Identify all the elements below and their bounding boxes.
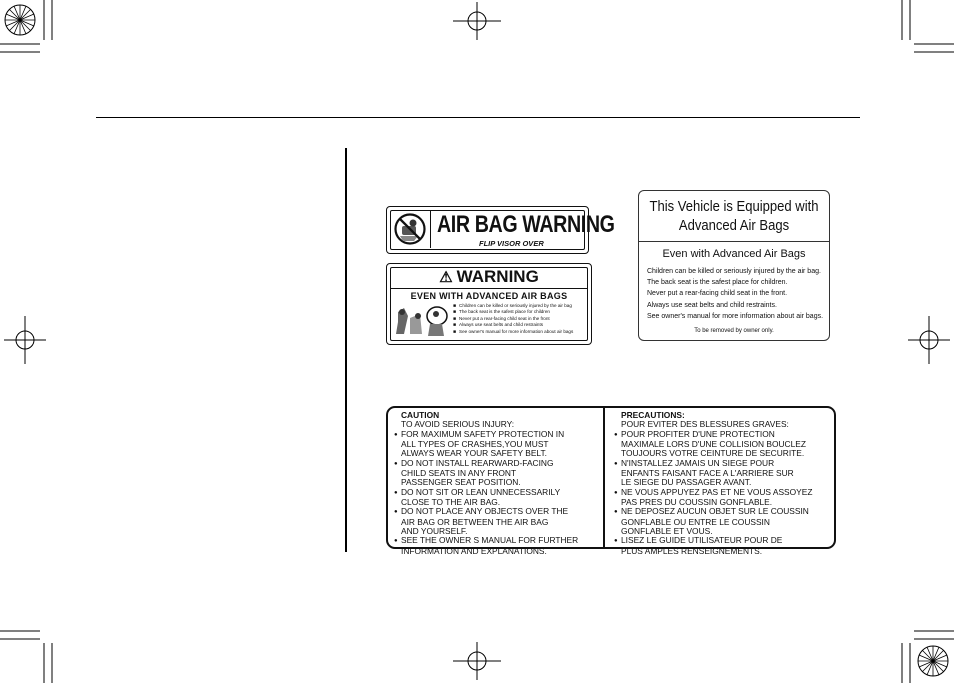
warning-subheading: EVEN WITH ADVANCED AIR BAGS — [410, 291, 568, 301]
caution-english-column — [394, 411, 599, 556]
caution-bullet: ● SEE THE OWNER S MANUAL FOR FURTHER — [394, 536, 599, 546]
warning-item: ■ The back seat is the safest place for children — [453, 309, 573, 315]
advanced-label-title — [649, 198, 820, 236]
warning-heading — [387, 267, 591, 287]
precautions-bullet-cont: MAXIMALE LORS D'UNE COLLISION BOUCLEZ — [621, 439, 806, 450]
warning-triangle-icon: ⚠ — [439, 269, 453, 286]
warning-item: ■ Never put a rear-facing child seat in the front — [453, 316, 573, 322]
precautions-bullet-cont: TOUJOURS VOTRE CEINTURE DE SECURITE. — [621, 448, 805, 459]
no-rear-facing-child-seat-icon — [390, 210, 431, 248]
advanced-item: Never put a rear-facing child seat in the front. — [647, 290, 788, 298]
advanced-item: Always use seat belts and child restraints. — [647, 301, 777, 309]
precautions-bullet: ● NE VOUS APPUYEZ PAS ET NE VOUS ASSOYEZ — [614, 488, 829, 498]
caution-bullet-cont: ALL TYPES OF CRASHES,YOU MUST — [401, 439, 549, 450]
caution-subheading: TO AVOID SERIOUS INJURY: — [401, 419, 515, 430]
advanced-item: Children can be killed or seriously injured by the air bag. — [647, 268, 821, 275]
precautions-bullet: ● POUR PROFITER D'UNE PROTECTION — [614, 430, 829, 440]
airbag-warning-visor-label — [386, 206, 615, 254]
warning-heading-text: WARNING — [456, 267, 539, 286]
visor-label-title: AIR BAG WARNING — [437, 211, 615, 238]
caution-bullet-cont: ALWAYS WEAR YOUR SAFETY BELT. — [401, 448, 547, 459]
column-divider — [345, 148, 347, 552]
caution-french-column — [614, 411, 829, 556]
advanced-item: The back seat is the safest place for children. — [647, 279, 788, 287]
caution-heading: CAUTION — [401, 410, 440, 420]
advanced-title-line2: Advanced Air Bags — [678, 218, 790, 234]
precautions-bullet: ● N'INSTALLEZ JAMAIS UN SIEGE POUR — [614, 459, 829, 469]
language-divider — [603, 408, 605, 547]
advanced-label-subtitle: Even with Advanced Air Bags — [662, 248, 806, 260]
caution-bullet: ● DO NOT INSTALL REARWARD-FACING — [394, 459, 599, 469]
advanced-items — [647, 266, 823, 322]
caution-bullet-cont: AND YOURSELF. — [401, 526, 468, 537]
advanced-label-footer: To be removed by owner only. — [694, 328, 774, 334]
caution-bullet: ● FOR MAXIMUM SAFETY PROTECTION IN — [394, 430, 599, 440]
visor-label-subtitle: FLIP VISOR OVER — [479, 239, 544, 248]
warning-item: ■ Children can be killed or seriously injured by the air bag — [453, 303, 573, 309]
advanced-title-line1: This Vehicle is Equipped with — [649, 199, 819, 215]
caution-bullet: ● DO NOT SIT OR LEAN UNNECESSARILY — [394, 488, 599, 498]
precautions-bullet-cont: GONFLABLE OU ENTRE LE COUSSIN — [621, 516, 770, 527]
caution-bullet-cont: PASSENGER SEAT POSITION. — [401, 477, 521, 488]
advanced-item: See owner's manual for more information about air bags. — [647, 312, 824, 320]
precautions-heading: PRECAUTIONS: — [621, 410, 685, 420]
header-rule — [96, 117, 860, 118]
precautions-bullet: ● NE DEPOSEZ AUCUN OBJET SUR LE COUSSIN — [614, 507, 829, 517]
advanced-label-separator — [639, 241, 829, 242]
precautions-bullet-cont: GONFLABLE ET VOUS. — [621, 526, 713, 537]
warning-heading-rule — [391, 288, 587, 289]
caution-bullet-cont: INFORMATION AND EXPLANATIONS. — [401, 545, 547, 556]
warning-item: ■ See owner's manual for more information about air bags — [453, 329, 573, 335]
caution-bullet: ● DO NOT PLACE ANY OBJECTS OVER THE — [394, 507, 599, 517]
warning-items — [453, 303, 573, 335]
precautions-bullet-cont: LE SIEGE DU PASSAGER AVANT. — [621, 477, 752, 488]
caution-bullet-cont: CLOSE TO THE AIR BAG. — [401, 497, 501, 508]
child-seat-airbag-pictogram — [392, 304, 452, 340]
precautions-bullet: ● LISEZ LE GUIDE UTILISATEUR POUR DE — [614, 536, 829, 546]
warning-item: ■ Always use seat belts and child restraints — [453, 322, 573, 328]
caution-bullet-cont: AIR BAG OR BETWEEN THE AIR BAG — [401, 516, 549, 527]
caution-precautions-label — [386, 406, 836, 556]
precautions-subheading: POUR EVITER DES BLESSURES GRAVES: — [621, 419, 789, 430]
warning-label — [386, 263, 592, 345]
caution-bullet-cont: CHILD SEATS IN ANY FRONT — [401, 468, 517, 479]
advanced-airbags-label — [638, 190, 830, 341]
precautions-bullet-cont: PAS PRES DU COUSSIN GONFLABLE. — [621, 497, 773, 508]
precautions-bullet-cont: ENFANTS FAISANT FACE A L'ARRIERE SUR — [621, 468, 794, 479]
precautions-bullet-cont: PLUS AMPLES RENSEIGNEMENTS. — [621, 545, 763, 556]
